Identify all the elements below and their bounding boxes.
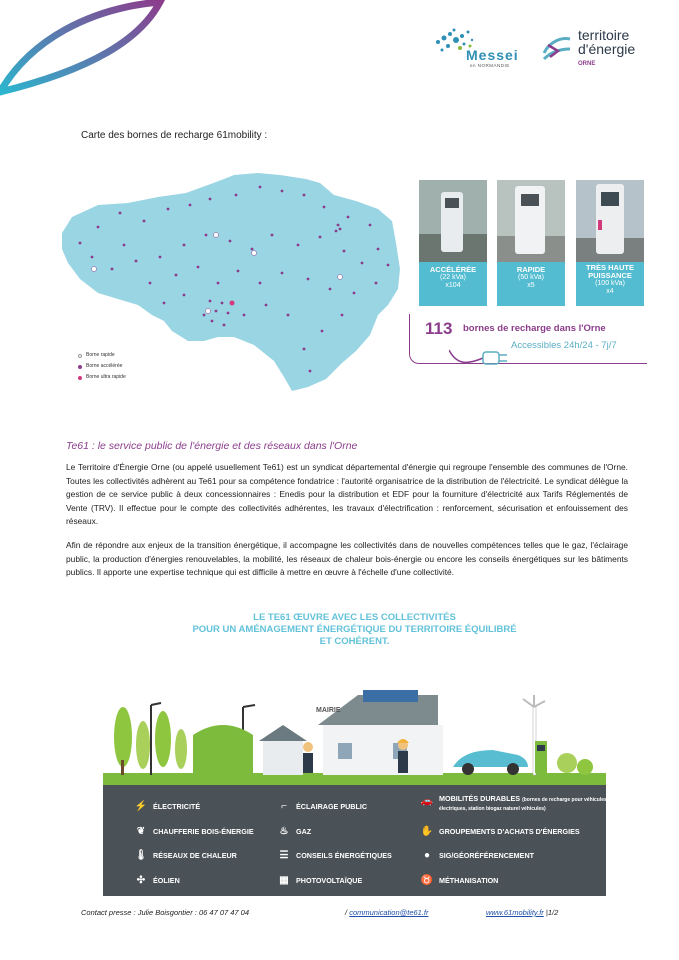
legend-label: Borne rapide xyxy=(86,352,115,358)
flame-icon: ♨ xyxy=(279,825,289,837)
service-item xyxy=(135,849,237,861)
service-item xyxy=(278,874,362,886)
service-label: RÉSEAUX DE CHALEUR xyxy=(153,850,237,860)
infographic-title-line: LE TE61 ŒUVRE AVEC LES COLLECTIVITÉS xyxy=(253,612,456,623)
services-panel xyxy=(103,785,606,896)
promo-count: 113 xyxy=(425,319,453,338)
messei-logo-subtext: en NORMANDIE xyxy=(470,63,510,68)
legend-swatch-accelerated xyxy=(78,365,82,369)
ultra-fast-charger-points xyxy=(230,301,235,306)
section-title: Te61 : le service public de l'énergie et des réseaux dans l'Orne xyxy=(66,440,358,452)
footer-website-group xyxy=(486,908,558,917)
handshake-icon: ✋ xyxy=(420,825,434,837)
service-item xyxy=(135,825,254,837)
tile-power: (22 kVa) xyxy=(440,274,466,281)
thermometer-icon: 🌡 xyxy=(134,849,148,861)
service-item xyxy=(278,800,367,812)
te61-logo-orne: ORNE xyxy=(578,61,596,67)
service-label: ÉOLIEN xyxy=(153,875,180,885)
rapid-station-photo xyxy=(497,180,565,262)
corner-swoosh-decoration xyxy=(0,0,170,100)
footer-website-link[interactable]: www.61mobility.fr xyxy=(486,908,544,917)
footer-email-link[interactable]: communication@te61.fr xyxy=(349,908,429,917)
paragraph-intro: Le Territoire d'Énergie Orne (ou appelé usuellement Te61) est un syndicat départemental d'énergie qui regroupe l'ensemble des communes de l'Orne. Toutes les collectivités adhèrent au Te61 pour sa compétence fondatrice : l'autorité organisatrice de la distribution de l'électricité. Le syndicat délègue la gestion de ce service public à deux concessionnaires : Enedis pour la distribution et EDF pour la fourniture d'électricité aux Tarifs Réglementés de Vente (TRV). Il effectue pour le compte des collectivités adhérentes, les travaux d'électrification : renforcement, sécurisation et enfouissement des réseaux. xyxy=(66,462,628,526)
accelerated-station-photo xyxy=(419,180,487,262)
footer-email-group xyxy=(345,908,429,917)
map-caption: Carte des bornes de recharge 61mobility : xyxy=(81,130,268,141)
service-label: ÉLECTRICITÉ xyxy=(153,801,201,811)
plug-icon xyxy=(449,346,519,368)
legend-label: Borne accélérée xyxy=(86,363,123,369)
solar-panel-icon: ▦ xyxy=(279,874,289,886)
legend-label: Borne ultra rapide xyxy=(86,374,126,380)
car-icon: 🚗 xyxy=(420,795,434,807)
promo-headline: bornes de recharge dans l'Orne xyxy=(463,323,606,334)
services-infographic xyxy=(103,600,606,896)
footer-separator: / xyxy=(345,908,348,917)
service-text xyxy=(439,795,609,813)
infographic-title xyxy=(103,612,606,648)
charging-station-promo xyxy=(409,180,647,370)
map-pin-icon: ● xyxy=(423,849,431,861)
footer-contact: Contact presse : Julie Boisgontier : 06 47 07 47 04 xyxy=(81,908,250,917)
service-item xyxy=(421,849,534,861)
service-item xyxy=(421,874,498,886)
service-label: GAZ xyxy=(296,826,312,836)
service-item xyxy=(278,825,311,837)
tile-count: x5 xyxy=(527,282,535,289)
legend-item xyxy=(78,361,126,372)
service-label: MÉTHANISATION xyxy=(439,875,499,885)
service-label: GROUPEMENTS D'ACHATS D'ÉNERGIES xyxy=(439,826,580,836)
tile-power: (100 kVa) xyxy=(595,280,625,287)
service-label: MOBILITÉS DURABLES xyxy=(439,794,521,803)
tile-count: x4 xyxy=(606,288,614,295)
tile-title: RAPIDE xyxy=(516,265,546,274)
legend-swatch-ultra xyxy=(78,376,82,380)
service-sub: (bornes de recharge pour véhicules électriques, station biogaz naturel véhicules) xyxy=(439,797,607,812)
tile-count: x104 xyxy=(445,282,461,289)
tile-power: (50 kVa) xyxy=(518,274,544,281)
wind-turbine-icon: ✣ xyxy=(136,874,146,886)
legend-item xyxy=(78,372,126,383)
service-label: CHAUFFERIE BOIS-ÉNERGIE xyxy=(153,826,254,836)
legend-item xyxy=(78,350,126,361)
service-label: SIG/GÉORÉFÉRENCEMENT xyxy=(439,850,535,860)
footer-page-number: |1/2 xyxy=(545,908,559,917)
high-power-station-photo xyxy=(576,180,644,262)
legend-swatch-fast xyxy=(78,354,82,358)
paragraph-transition: Afin de répondre aux enjeux de la transition énergétique, il accompagne les collectivités dans de nouvelles compétences telles que le gaz, l'éclairage public, la production d'énergies renouvelables, la mobilité, les réseaux de chaleur bois-énergie ou encore les conseils énergétiques sur les bâtiments publics. Il apporte une expertise technique qui est difficile à mettre en œuvre à l'échelle d'une collectivité. xyxy=(66,540,628,577)
map-legend xyxy=(78,350,126,383)
infographic-title-line: ET COHÉRENT. xyxy=(319,636,390,647)
service-label: PHOTOVOLTAÏQUE xyxy=(296,875,363,885)
service-label: ÉCLAIRAGE PUBLIC xyxy=(296,801,368,811)
te61-logo-text: territoire d'énergie xyxy=(578,27,636,57)
town-scene-illustration xyxy=(103,655,606,785)
service-item xyxy=(135,800,200,812)
service-item xyxy=(421,795,609,813)
service-item xyxy=(421,825,580,837)
street-lamp-icon: ⌐ xyxy=(281,800,287,812)
documents-icon: ☰ xyxy=(279,849,289,861)
infographic-title-line: POUR UN AMÉNAGEMENT ÉNERGÉTIQUE DU TERRITOIRE ÉQUILIBRÉ xyxy=(192,624,517,635)
te61-logo-mark xyxy=(540,31,574,65)
mairie-label: MAIRIE xyxy=(316,707,341,714)
service-item xyxy=(278,849,392,861)
service-item xyxy=(135,874,180,886)
tile-rapid xyxy=(497,262,565,306)
promo-access: Accessibles 24h/24 - 7j/7 xyxy=(511,340,617,351)
tile-title: TRÈS HAUTE PUISSANCE xyxy=(586,263,634,280)
cow-icon: ♉ xyxy=(420,874,434,886)
messei-logo-text: Messei xyxy=(466,47,519,63)
tile-title: ACCÉLÉRÉE xyxy=(429,265,477,274)
tile-accelerated xyxy=(419,262,487,306)
lightning-icon: ⚡ xyxy=(134,800,148,812)
tile-high-power xyxy=(576,262,644,306)
service-label: CONSEILS ÉNERGÉTIQUES xyxy=(296,850,392,860)
leaf-icon: ❦ xyxy=(136,825,146,837)
